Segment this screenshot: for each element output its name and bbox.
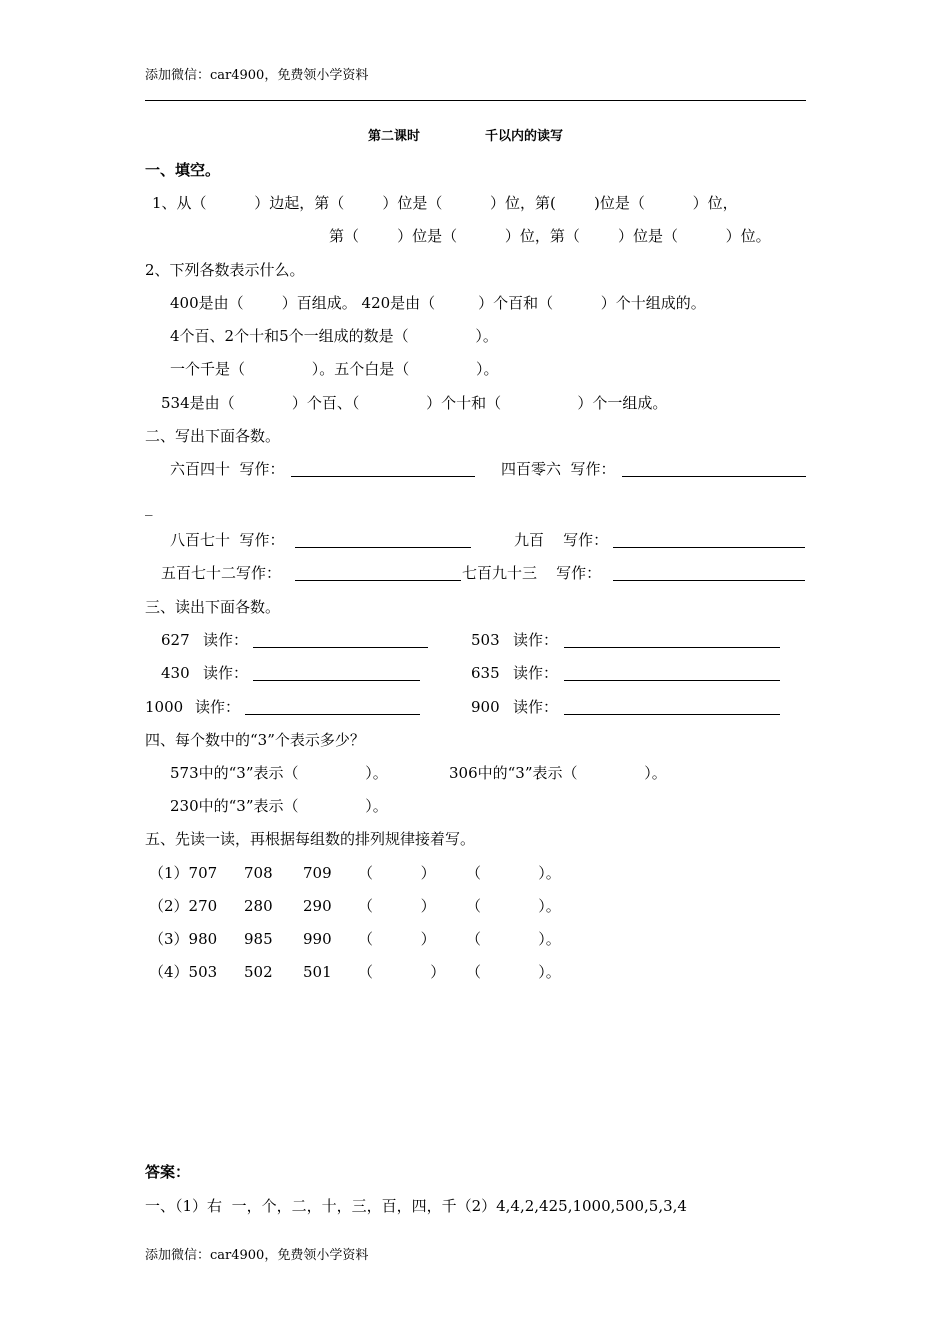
write-item-1-label: 六百四十 写作： [170, 460, 285, 478]
q1-line2: 第（ ）位是（ ）位，第（ ）位是（ ）位。 [329, 227, 771, 245]
write-item-4-blank[interactable] [613, 547, 805, 548]
write-item-6-blank[interactable] [613, 580, 805, 581]
sequence-3-blank-2[interactable]: （ ）。 [466, 930, 561, 948]
read-item-5-number: 1000 [145, 698, 184, 716]
section1-heading: 一、填空。 [145, 161, 221, 179]
write-item-4-label: 九百 写作： [514, 531, 609, 549]
write-item-1-blank[interactable] [291, 476, 475, 477]
sequence-3-blank-1[interactable]: （ ） [358, 930, 436, 948]
digit-meaning-306: 306中的“3”表示（ ）。 [449, 764, 667, 782]
sequence-1-blank-1[interactable]: （ ） [358, 864, 436, 882]
sequence-3-n2: 985 [244, 930, 273, 948]
sequence-4-label: （4）503 [149, 963, 218, 981]
sequence-2-blank-1[interactable]: （ ） [358, 897, 436, 915]
read-item-2-number: 503 [471, 631, 500, 649]
sequence-3-label: （3）980 [149, 930, 218, 948]
header-rule [145, 100, 806, 101]
sequence-4-blank-2[interactable]: （ ）。 [466, 963, 561, 981]
header-watermark: 添加微信：car4900，免费领小学资料 [145, 68, 369, 83]
write-item-2-blank[interactable] [622, 476, 806, 477]
section2-line1: 400是由（ ）百组成。 420是由（ ）个百和（ ）个十组成的。 [170, 294, 706, 312]
sequence-2-n3: 290 [303, 897, 332, 915]
section2-heading: 2、下列各数表示什么。 [145, 261, 305, 279]
read-item-3-label: 读作： [203, 664, 249, 682]
write-item-3-label: 八百七十 写作： [170, 531, 285, 549]
section5-heading: 四、每个数中的“3”个表示多少？ [145, 731, 365, 749]
sequence-1-n2: 708 [244, 864, 273, 882]
answers-heading: 答案： [145, 1163, 191, 1181]
write-item-5-blank[interactable] [295, 580, 461, 581]
read-item-6-label: 读作： [513, 698, 559, 716]
stray-underscore: _ [145, 498, 153, 516]
read-item-3-number: 430 [161, 664, 190, 682]
digit-meaning-573: 573中的“3”表示（ ）。 [170, 764, 388, 782]
write-item-3-blank[interactable] [295, 547, 471, 548]
lesson-topic: 千以内的读写 [485, 129, 564, 144]
answers-line-1: 一、（1）右 一，个，二，十，三，百，四，千（2）4,4,2,425,1000,500,5,3,4 [145, 1197, 687, 1215]
footer-watermark: 添加微信：car4900，免费领小学资料 [145, 1248, 369, 1263]
sequence-1-label: （1）707 [149, 864, 218, 882]
read-item-6-number: 900 [471, 698, 500, 716]
sequence-2-n2: 280 [244, 897, 273, 915]
sequence-4-n2: 502 [244, 963, 273, 981]
read-item-4-label: 读作： [513, 664, 559, 682]
read-item-6-blank[interactable] [564, 714, 780, 715]
section6-heading: 五、先读一读，再根据每组数的排列规律接着写。 [145, 830, 476, 848]
digit-meaning-230: 230中的“3”表示（ ）。 [170, 797, 388, 815]
sequence-2-blank-2[interactable]: （ ）。 [466, 897, 561, 915]
sequence-3-n3: 990 [303, 930, 332, 948]
write-item-2-label: 四百零六 写作： [501, 460, 616, 478]
section2-line3: 一个千是（ ）。五个白是（ ）。 [170, 360, 499, 378]
sequence-1-blank-2[interactable]: （ ）。 [466, 864, 561, 882]
q1-line1: 1、从（ ）边起，第（ ）位是（ ）位，第( )位是（ ）位， [152, 194, 738, 212]
section2-line4: 534是由（ ）个百、（ ）个十和（ ）个一组成。 [161, 394, 668, 412]
read-item-3-blank[interactable] [253, 680, 420, 681]
section4-heading: 三、读出下面各数。 [145, 598, 281, 616]
sequence-4-n3: 501 [303, 963, 332, 981]
read-item-2-label: 读作： [513, 631, 559, 649]
read-item-1-blank[interactable] [253, 647, 428, 648]
read-item-2-blank[interactable] [564, 647, 780, 648]
read-item-1-number: 627 [161, 631, 190, 649]
read-item-5-blank[interactable] [245, 714, 420, 715]
section3-heading: 二、写出下面各数。 [145, 427, 281, 445]
read-item-4-blank[interactable] [564, 680, 780, 681]
write-item-6-label: 七百九十三 写作： [462, 564, 602, 582]
write-item-5-label: 五百七十二写作： [161, 564, 282, 582]
sequence-2-label: （2）270 [149, 897, 218, 915]
sequence-4-blank-1[interactable]: （ ） [358, 963, 446, 981]
sequence-1-n3: 709 [303, 864, 332, 882]
lesson-number: 第二课时 [368, 129, 421, 144]
read-item-1-label: 读作： [203, 631, 249, 649]
read-item-5-label: 读作： [195, 698, 241, 716]
read-item-4-number: 635 [471, 664, 500, 682]
section2-line2: 4个百、2个十和5个一组成的数是（ ）。 [170, 327, 498, 345]
